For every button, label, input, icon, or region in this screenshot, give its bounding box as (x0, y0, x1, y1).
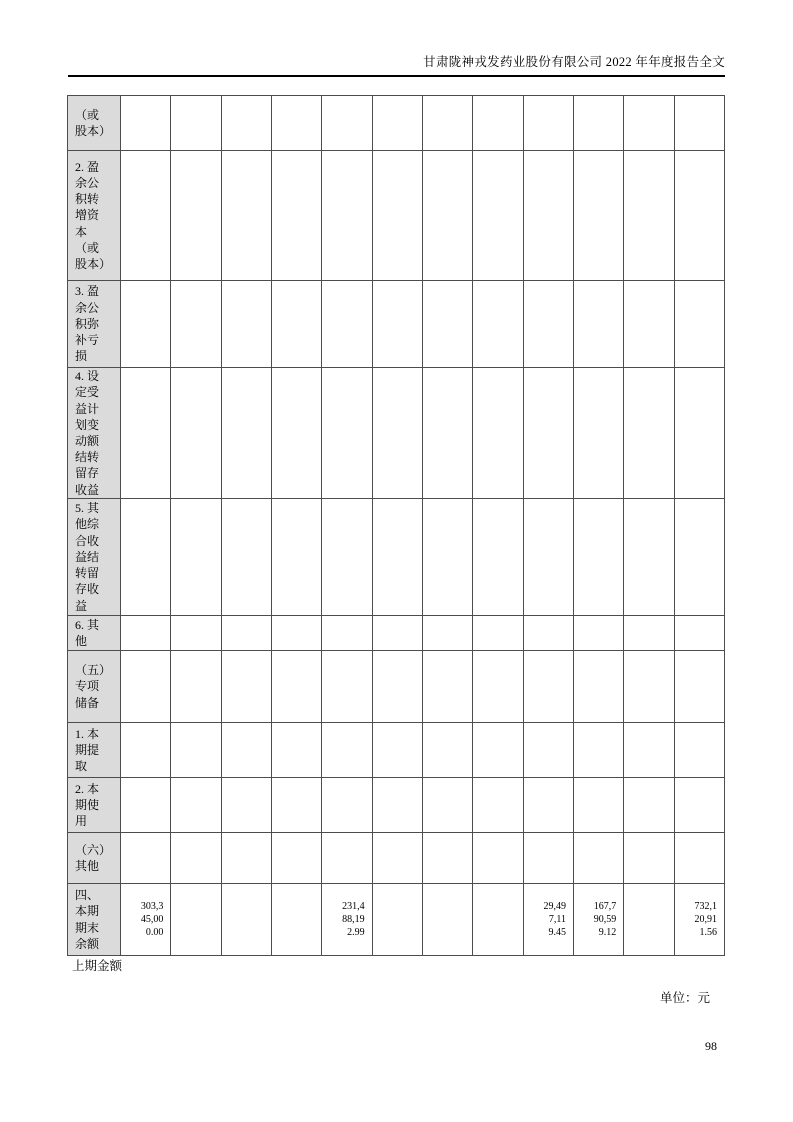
table-row (68, 281, 725, 368)
empty-cell (422, 368, 472, 499)
table-row (68, 499, 725, 616)
empty-cell (523, 651, 573, 723)
empty-cell (271, 499, 321, 616)
empty-cell (271, 651, 321, 723)
table-row (68, 723, 725, 778)
empty-cell (523, 833, 573, 884)
empty-cell (473, 651, 523, 723)
empty-cell (573, 368, 623, 499)
empty-cell (674, 778, 724, 833)
empty-cell (221, 651, 271, 723)
empty-cell (271, 616, 321, 651)
empty-cell (372, 281, 422, 368)
empty-cell (322, 778, 372, 833)
empty-cell (473, 778, 523, 833)
empty-cell (271, 833, 321, 884)
table-row (68, 368, 725, 499)
prior-period-section-label: 上期金额 (72, 959, 123, 973)
empty-cell (372, 884, 422, 956)
empty-cell (473, 723, 523, 778)
empty-cell (422, 651, 472, 723)
empty-cell (473, 281, 523, 368)
row-label: （六）其他 (68, 833, 121, 884)
empty-cell (473, 151, 523, 281)
empty-cell (523, 368, 573, 499)
empty-cell (422, 884, 472, 956)
empty-cell (422, 616, 472, 651)
empty-cell (372, 616, 422, 651)
empty-cell (422, 281, 472, 368)
empty-cell (674, 833, 724, 884)
empty-cell (674, 151, 724, 281)
empty-cell (674, 651, 724, 723)
empty-cell (624, 616, 674, 651)
row-label: 5. 其他综合收益结转留存收益 (68, 499, 121, 616)
empty-cell (372, 151, 422, 281)
empty-cell (121, 151, 171, 281)
empty-cell (171, 96, 221, 151)
empty-cell (171, 651, 221, 723)
empty-cell (473, 884, 523, 956)
amount-cell: 732,120,911.56 (674, 884, 724, 956)
row-label: 2. 本期使用 (68, 778, 121, 833)
empty-cell (271, 368, 321, 499)
equity-table-body (68, 96, 725, 956)
empty-cell (473, 96, 523, 151)
empty-cell (624, 884, 674, 956)
empty-cell (171, 151, 221, 281)
empty-cell (674, 368, 724, 499)
row-label: 4. 设定受益计划变动额结转留存收益 (68, 368, 121, 499)
empty-cell (624, 151, 674, 281)
empty-cell (221, 151, 271, 281)
page-number: 98 (705, 1039, 717, 1053)
empty-cell (221, 884, 271, 956)
empty-cell (171, 833, 221, 884)
empty-cell (171, 884, 221, 956)
empty-cell (372, 651, 422, 723)
empty-cell (322, 651, 372, 723)
empty-cell (422, 778, 472, 833)
empty-cell (624, 833, 674, 884)
empty-cell (573, 778, 623, 833)
empty-cell (322, 151, 372, 281)
table-row (68, 833, 725, 884)
empty-cell (322, 281, 372, 368)
empty-cell (674, 723, 724, 778)
empty-cell (171, 281, 221, 368)
empty-cell (322, 616, 372, 651)
empty-cell (372, 96, 422, 151)
empty-cell (171, 616, 221, 651)
table-row (68, 651, 725, 723)
empty-cell (121, 368, 171, 499)
empty-cell (322, 368, 372, 499)
empty-cell (121, 616, 171, 651)
empty-cell (674, 281, 724, 368)
row-label: 2. 盈余公积转增资本（或股本） (68, 151, 121, 281)
empty-cell (221, 499, 271, 616)
empty-cell (573, 651, 623, 723)
empty-cell (221, 833, 271, 884)
empty-cell (573, 151, 623, 281)
empty-cell (171, 368, 221, 499)
empty-cell (674, 499, 724, 616)
empty-cell (573, 281, 623, 368)
empty-cell (221, 368, 271, 499)
row-label: （五）专项储备 (68, 651, 121, 723)
empty-cell (221, 723, 271, 778)
empty-cell (573, 499, 623, 616)
empty-cell (271, 281, 321, 368)
empty-cell (271, 96, 321, 151)
empty-cell (523, 151, 573, 281)
empty-cell (523, 778, 573, 833)
empty-cell (674, 616, 724, 651)
empty-cell (221, 96, 271, 151)
empty-cell (221, 616, 271, 651)
empty-cell (624, 96, 674, 151)
empty-cell (573, 96, 623, 151)
empty-cell (624, 368, 674, 499)
empty-cell (121, 499, 171, 616)
empty-cell (221, 281, 271, 368)
empty-cell (624, 281, 674, 368)
table-row (68, 96, 725, 151)
empty-cell (473, 368, 523, 499)
table-row (68, 151, 725, 281)
empty-cell (523, 723, 573, 778)
empty-cell (573, 723, 623, 778)
empty-cell (322, 499, 372, 616)
empty-cell (624, 499, 674, 616)
table-row (68, 778, 725, 833)
header-divider (68, 75, 725, 77)
empty-cell (121, 281, 171, 368)
empty-cell (523, 96, 573, 151)
row-label: （或股本） (68, 96, 121, 151)
amount-cell: 231,488,192.99 (322, 884, 372, 956)
empty-cell (271, 884, 321, 956)
table-row (68, 884, 725, 956)
empty-cell (372, 368, 422, 499)
report-header-title: 甘肃陇神戎发药业股份有限公司 2022 年年度报告全文 (423, 55, 725, 69)
empty-cell (271, 723, 321, 778)
row-label: 6. 其他 (68, 616, 121, 651)
empty-cell (624, 723, 674, 778)
empty-cell (422, 96, 472, 151)
row-label: 3. 盈余公积弥补亏损 (68, 281, 121, 368)
empty-cell (473, 616, 523, 651)
empty-cell (523, 281, 573, 368)
empty-cell (121, 96, 171, 151)
empty-cell (473, 499, 523, 616)
empty-cell (372, 499, 422, 616)
empty-cell (121, 651, 171, 723)
empty-cell (624, 651, 674, 723)
empty-cell (271, 778, 321, 833)
empty-cell (322, 723, 372, 778)
empty-cell (372, 778, 422, 833)
empty-cell (121, 778, 171, 833)
amount-cell: 303,345,000.00 (121, 884, 171, 956)
table-row (68, 616, 725, 651)
empty-cell (372, 833, 422, 884)
empty-cell (523, 616, 573, 651)
empty-cell (121, 833, 171, 884)
empty-cell (573, 833, 623, 884)
empty-cell (422, 499, 472, 616)
empty-cell (372, 723, 422, 778)
row-label: 1. 本期提取 (68, 723, 121, 778)
empty-cell (221, 778, 271, 833)
empty-cell (322, 96, 372, 151)
empty-cell (322, 833, 372, 884)
equity-changes-table (67, 95, 725, 956)
empty-cell (271, 151, 321, 281)
empty-cell (171, 499, 221, 616)
amount-cell: 167,790,599.12 (573, 884, 623, 956)
empty-cell (171, 723, 221, 778)
empty-cell (624, 778, 674, 833)
unit-label: 单位：元 (659, 991, 710, 1005)
empty-cell (422, 151, 472, 281)
empty-cell (674, 96, 724, 151)
row-label: 四、本期期末余额 (68, 884, 121, 956)
empty-cell (121, 723, 171, 778)
empty-cell (523, 499, 573, 616)
empty-cell (422, 833, 472, 884)
empty-cell (573, 616, 623, 651)
empty-cell (422, 723, 472, 778)
empty-cell (171, 778, 221, 833)
amount-cell: 29,497,119.45 (523, 884, 573, 956)
empty-cell (473, 833, 523, 884)
